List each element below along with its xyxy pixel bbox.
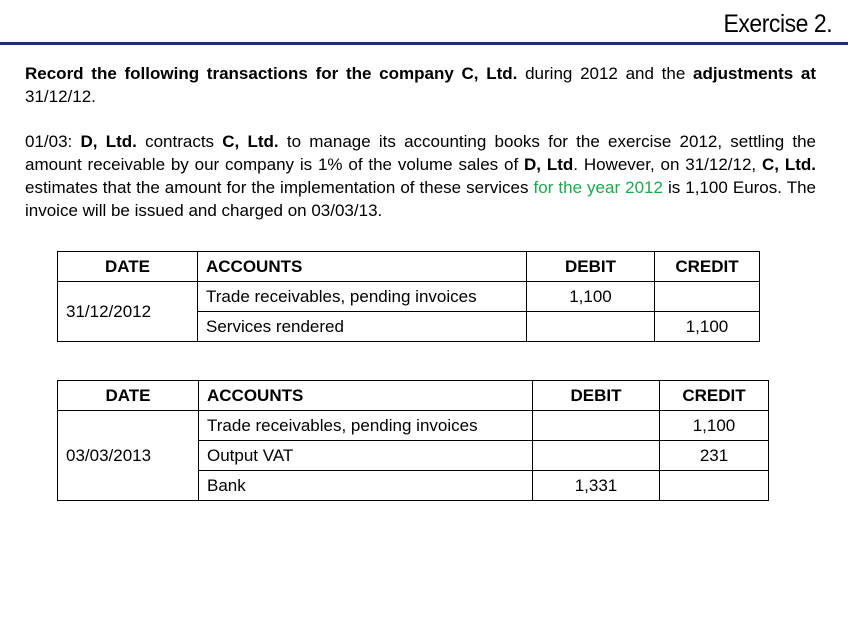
journal-entry-table-2	[57, 380, 769, 501]
statement-s6: is 1,100 Euros. The invoice will be issued and charged on 03/03/13.	[25, 178, 816, 220]
table-row	[58, 411, 769, 441]
table-row	[58, 282, 760, 312]
statement-b2: C, Ltd.	[222, 132, 279, 151]
debit-cell: 1,100	[527, 282, 655, 312]
credit-header: CREDIT	[660, 381, 769, 411]
statement-s4: . However, on 31/12/12,	[573, 155, 762, 174]
instructions-paragraph	[25, 62, 816, 108]
journal-entry-table-1	[57, 251, 760, 342]
instructions-text-b: 31/12/12.	[25, 87, 96, 106]
debit-header: DEBIT	[533, 381, 660, 411]
statement-s1: 01/03:	[25, 132, 81, 151]
instructions-bold-a: Record the following transactions for the company C, Ltd.	[25, 64, 518, 83]
statement-s2: contracts	[136, 132, 223, 151]
table-header-row	[58, 252, 760, 282]
account-cell: Trade receivables, pending invoices	[199, 411, 533, 441]
credit-header: CREDIT	[655, 252, 760, 282]
entry-date: 03/03/2013	[58, 411, 199, 501]
exercise-title: Exercise 2.	[723, 10, 832, 38]
statement-s3: to manage its accounting books for the exercise 2012, settling the amount receivable by our company is 1% of the volume sales of	[25, 132, 816, 174]
statement-s5: estimates that the amount for the implementation of these services	[25, 178, 534, 197]
statement-highlight: for the year 2012	[533, 178, 663, 197]
account-cell: Bank	[199, 471, 533, 501]
credit-cell: 1,100	[660, 411, 769, 441]
account-cell: Output VAT	[199, 441, 533, 471]
instructions-bold-b: adjustments at	[693, 64, 816, 83]
account-cell: Trade receivables, pending invoices	[198, 282, 527, 312]
transaction-statement	[25, 130, 816, 222]
statement-b3: D, Ltd	[524, 155, 574, 174]
statement-b1: D, Ltd.	[80, 132, 137, 151]
statement-b4: C, Ltd.	[762, 155, 816, 174]
header-rule	[0, 42, 848, 45]
accounts-header: ACCOUNTS	[199, 381, 533, 411]
debit-cell: 1,331	[533, 471, 660, 501]
table-header-row	[58, 381, 769, 411]
debit-cell	[533, 411, 660, 441]
debit-header: DEBIT	[527, 252, 655, 282]
debit-cell	[527, 312, 655, 342]
entry-date: 31/12/2012	[58, 282, 198, 342]
instructions-text-a: during 2012 and the	[517, 64, 694, 83]
debit-cell	[533, 441, 660, 471]
date-header: DATE	[58, 381, 199, 411]
account-cell: Services rendered	[198, 312, 527, 342]
date-header: DATE	[58, 252, 198, 282]
credit-cell: 231	[660, 441, 769, 471]
accounts-header: ACCOUNTS	[198, 252, 527, 282]
credit-cell: 1,100	[655, 312, 760, 342]
credit-cell	[655, 282, 760, 312]
credit-cell	[660, 471, 769, 501]
